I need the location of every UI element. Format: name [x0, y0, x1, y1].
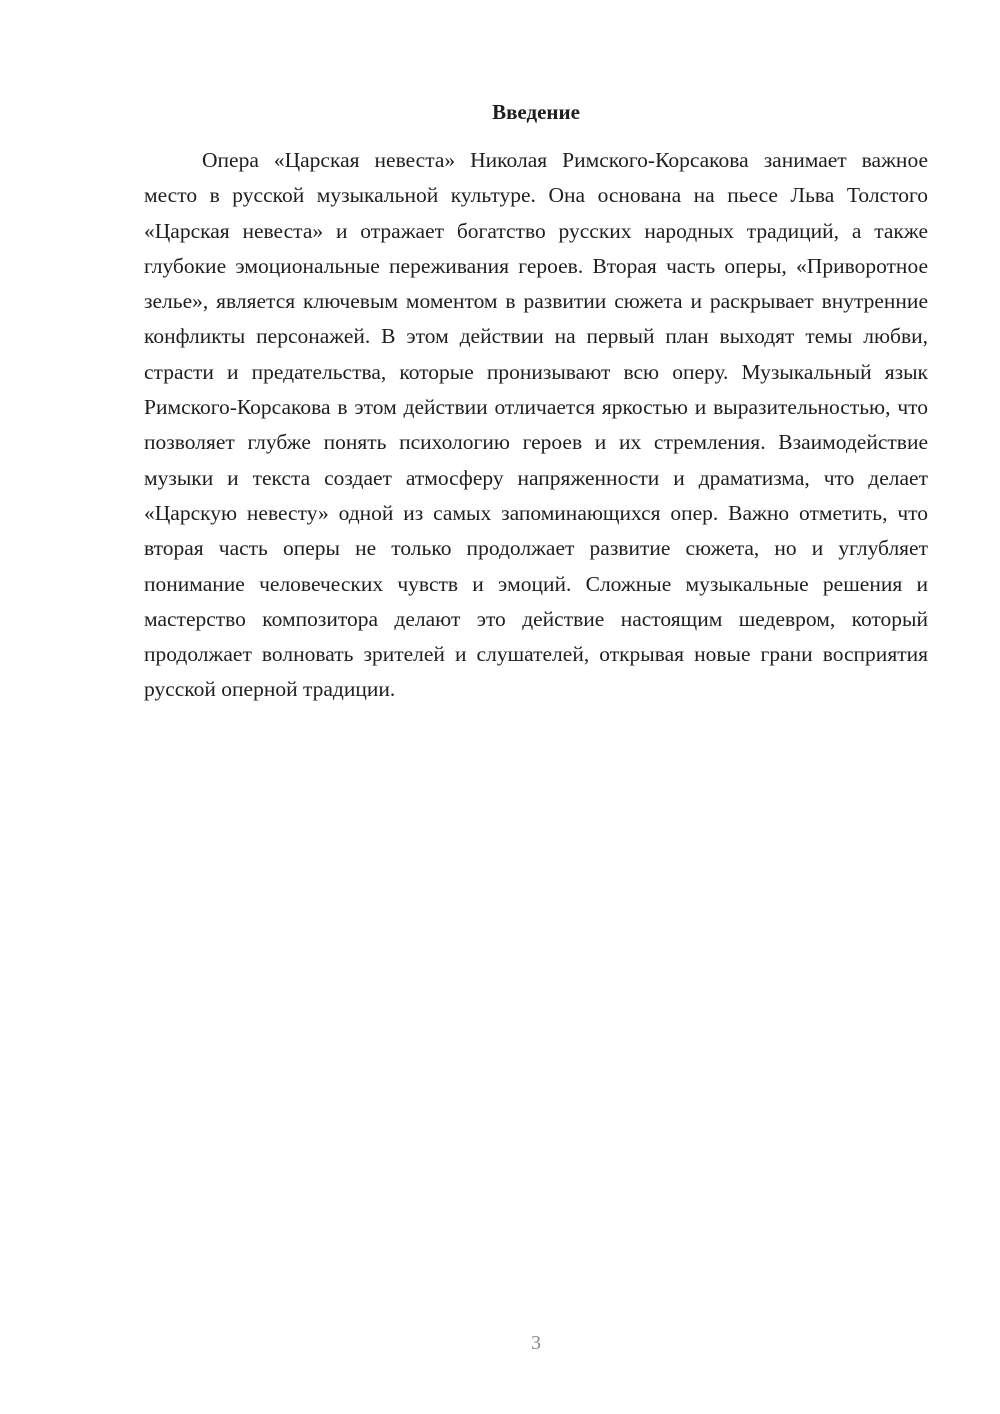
page-number: 3	[531, 1332, 541, 1354]
section-heading: Введение	[492, 100, 580, 124]
body-paragraph: Опера «Царская невеста» Николая Римского-Корсакова занимает важное место в русской музыкальной культуре. Она основана на пьесе Льва Толстого «Царская невеста» и отражает богатство русских народных традиций, а также глубокие эмоциональные переживания героев. Вторая часть оперы, «Приворотное зелье», является ключевым моментом в развитии сюжета и раскрывает внутренние конфликты персонажей. В этом действии на первый план выходят темы любви, страсти и предательства, которые пронизывают всю оперу. Музыкальный язык Римского-Корсакова в этом действии отличается яркостью и выразительностью, что позволяет глубже понять психологию героев и их стремления. Взаимодействие музыки и текста создает атмосферу напряженности и драматизма, что делает «Царскую невесту» одной из самых запоминающихся опер. Важно отметить, что вторая часть оперы не только продолжает развитие сюжета, но и углубляет понимание человеческих чувств и эмоций. Сложные музыкальные решения и мастерство композитора делают это действие настоящим шедевром, который продолжает волновать зрителей и слушателей, открывая новые грани восприятия русской оперной традиции.	[144, 148, 928, 702]
